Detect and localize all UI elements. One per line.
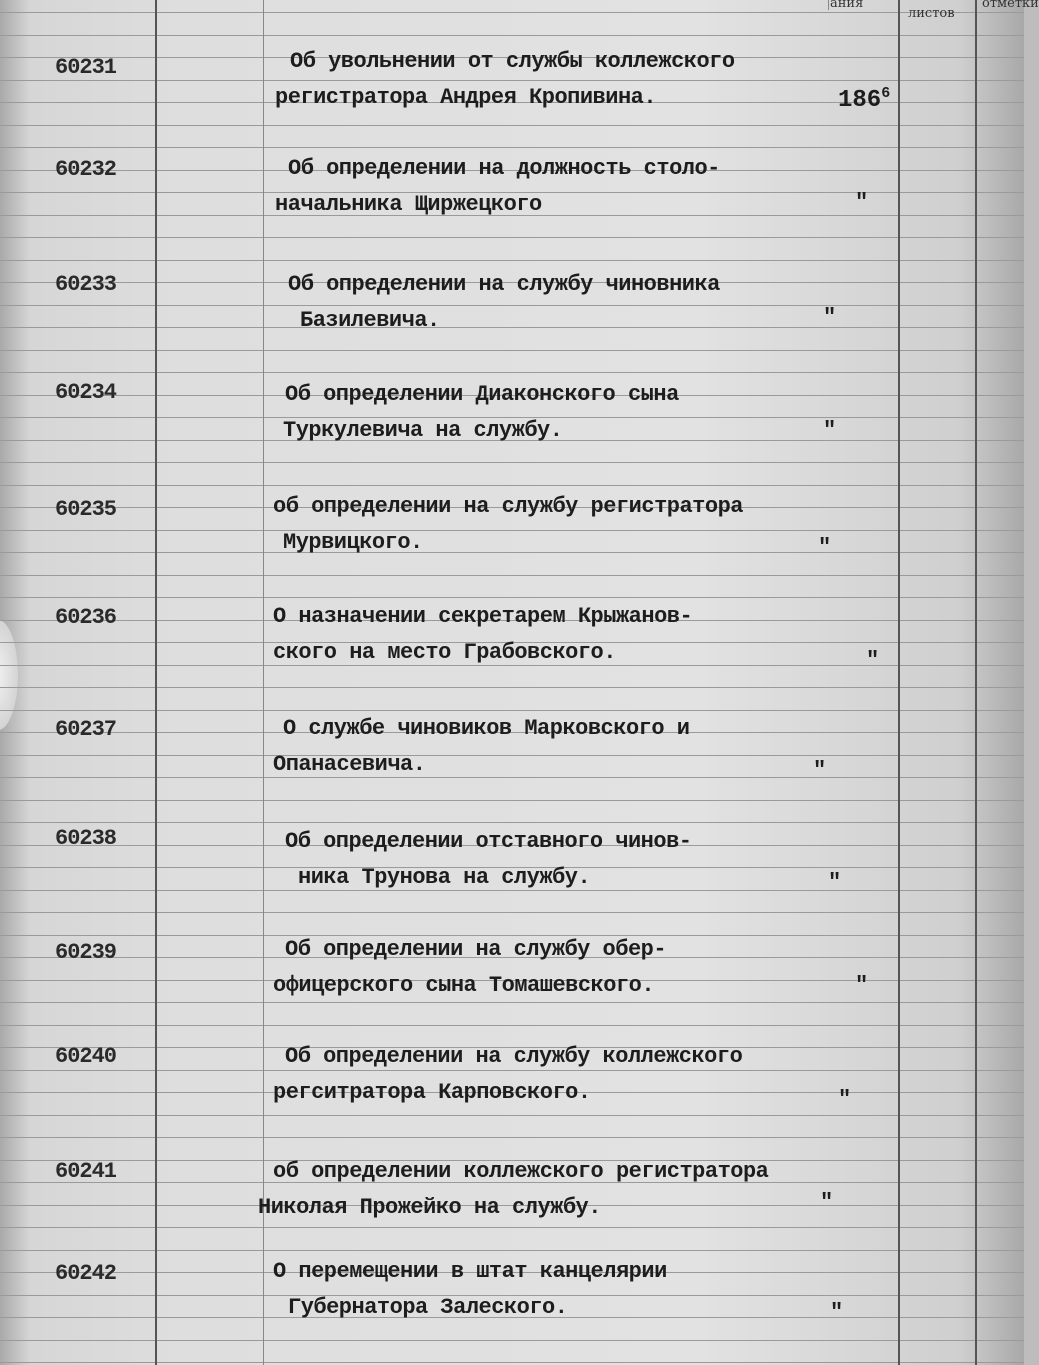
ruling-line bbox=[0, 260, 1024, 261]
entry-year-base: 186 bbox=[838, 87, 882, 114]
ruling-line bbox=[0, 822, 1024, 823]
entry-title-line: О перемещении в штат канцелярии bbox=[273, 1259, 667, 1284]
ruling-line bbox=[0, 530, 1024, 531]
entry-title-line: О назначении секретарем Крыжанов- bbox=[273, 604, 693, 629]
entry-title-line: Губернатора Залеского. bbox=[288, 1295, 568, 1320]
ruling-line bbox=[0, 800, 1024, 801]
column-divider-notes bbox=[975, 0, 977, 1365]
ruling-line bbox=[0, 35, 1024, 36]
ditto-mark: " bbox=[855, 190, 869, 215]
entry-title-line: начальника Щиржецкого bbox=[275, 192, 542, 217]
ruling-line bbox=[0, 462, 1024, 463]
ruling-line bbox=[0, 1025, 1024, 1026]
ruling-line bbox=[0, 755, 1024, 756]
ruling-line bbox=[0, 687, 1024, 688]
entry-title-line: об определении коллежского регистратора bbox=[273, 1159, 769, 1184]
ruling-line bbox=[0, 12, 1024, 13]
column-header-notes: отметки bbox=[982, 0, 1039, 11]
entry-number: 60237 bbox=[55, 717, 117, 742]
ruling-line bbox=[0, 372, 1024, 373]
entry-title-line: Николая Прожейко на службу. bbox=[258, 1195, 601, 1220]
entry-number: 60231 bbox=[55, 55, 117, 80]
binder-hole bbox=[0, 620, 18, 730]
entry-year-superscript: 6 bbox=[881, 85, 891, 102]
entry-number: 60239 bbox=[55, 940, 117, 965]
entry-year bbox=[838, 85, 890, 114]
ditto-mark: " bbox=[828, 870, 842, 895]
entry-title-line: Об определении на службу коллежского bbox=[285, 1044, 743, 1069]
ruling-line bbox=[0, 1115, 1024, 1116]
ruling-line bbox=[0, 1227, 1024, 1228]
ruling-line bbox=[0, 710, 1024, 711]
ditto-mark: " bbox=[830, 1300, 844, 1325]
column-divider-title bbox=[263, 0, 264, 1365]
ruling-line bbox=[0, 1250, 1024, 1251]
entry-title-line: регистратора Андрея Кропивина. bbox=[275, 85, 657, 110]
entry-number: 60236 bbox=[55, 605, 117, 630]
ruling-line bbox=[0, 575, 1024, 576]
column-header-clipped: ания bbox=[830, 0, 864, 11]
ruling-line bbox=[0, 552, 1024, 553]
ruling-line bbox=[0, 125, 1024, 126]
entry-number: 60242 bbox=[55, 1261, 117, 1286]
entry-title-line: Базилевича. bbox=[300, 308, 440, 333]
ditto-mark: " bbox=[820, 1190, 834, 1215]
entry-number: 60241 bbox=[55, 1159, 117, 1184]
entry-title-line: об определении на службу регистратора bbox=[273, 494, 743, 519]
ruling-line bbox=[0, 777, 1024, 778]
ruling-line bbox=[0, 327, 1024, 328]
entry-title-line: Опанасевича. bbox=[273, 752, 426, 777]
entry-title-line: ника Трунова на службу. bbox=[298, 865, 591, 890]
entry-number: 60234 bbox=[55, 380, 117, 405]
entry-title-line: Об определении на службу обер- bbox=[285, 937, 667, 962]
ruling-line bbox=[0, 1137, 1024, 1138]
entry-title-line: О службе чиновиков Марковского и bbox=[283, 716, 690, 741]
entry-title-line: Об определении на должность столо- bbox=[288, 156, 720, 181]
entry-title-line: Об увольнении от службы коллежского bbox=[290, 49, 735, 74]
entry-title-line: регситратора Карповского. bbox=[273, 1080, 591, 1105]
ruling-line bbox=[0, 147, 1024, 148]
ditto-mark: " bbox=[818, 535, 832, 560]
entry-number: 60240 bbox=[55, 1044, 117, 1069]
ruling-line bbox=[0, 485, 1024, 486]
entry-title-line: Мурвицкого. bbox=[283, 530, 423, 555]
entry-number: 60232 bbox=[55, 157, 117, 182]
column-divider-sheets bbox=[898, 0, 900, 1365]
column-divider-number bbox=[155, 0, 157, 1365]
entry-title-line: офицерского сына Томашевского. bbox=[273, 973, 655, 998]
ditto-mark: " bbox=[866, 648, 880, 673]
entry-number: 60238 bbox=[55, 826, 117, 851]
ditto-mark: " bbox=[838, 1087, 852, 1112]
column-divider-date bbox=[828, 0, 829, 10]
ditto-mark: " bbox=[855, 973, 869, 998]
entry-title-line: ского на место Грабовского. bbox=[273, 640, 616, 665]
entry-number: 60233 bbox=[55, 272, 117, 297]
entry-title-line: Об определении на службу чиновника bbox=[288, 272, 720, 297]
ruling-line bbox=[0, 350, 1024, 351]
ruling-line bbox=[0, 597, 1024, 598]
ruling-line bbox=[0, 1340, 1024, 1341]
ditto-mark: " bbox=[813, 758, 827, 783]
entry-title-line: Об определении отставного чинов- bbox=[285, 829, 692, 854]
entry-number: 60235 bbox=[55, 497, 117, 522]
ruling-line bbox=[0, 912, 1024, 913]
ditto-mark: " bbox=[823, 305, 837, 330]
column-header-sheets: листов bbox=[908, 6, 955, 21]
ruling-line bbox=[0, 237, 1024, 238]
ditto-mark: " bbox=[823, 418, 837, 443]
entry-title-line: Туркулевича на службу. bbox=[283, 418, 563, 443]
entry-title-line: Об определении Диаконского сына bbox=[285, 382, 679, 407]
ruling-line bbox=[0, 1362, 1024, 1363]
ruling-line bbox=[0, 305, 1024, 306]
